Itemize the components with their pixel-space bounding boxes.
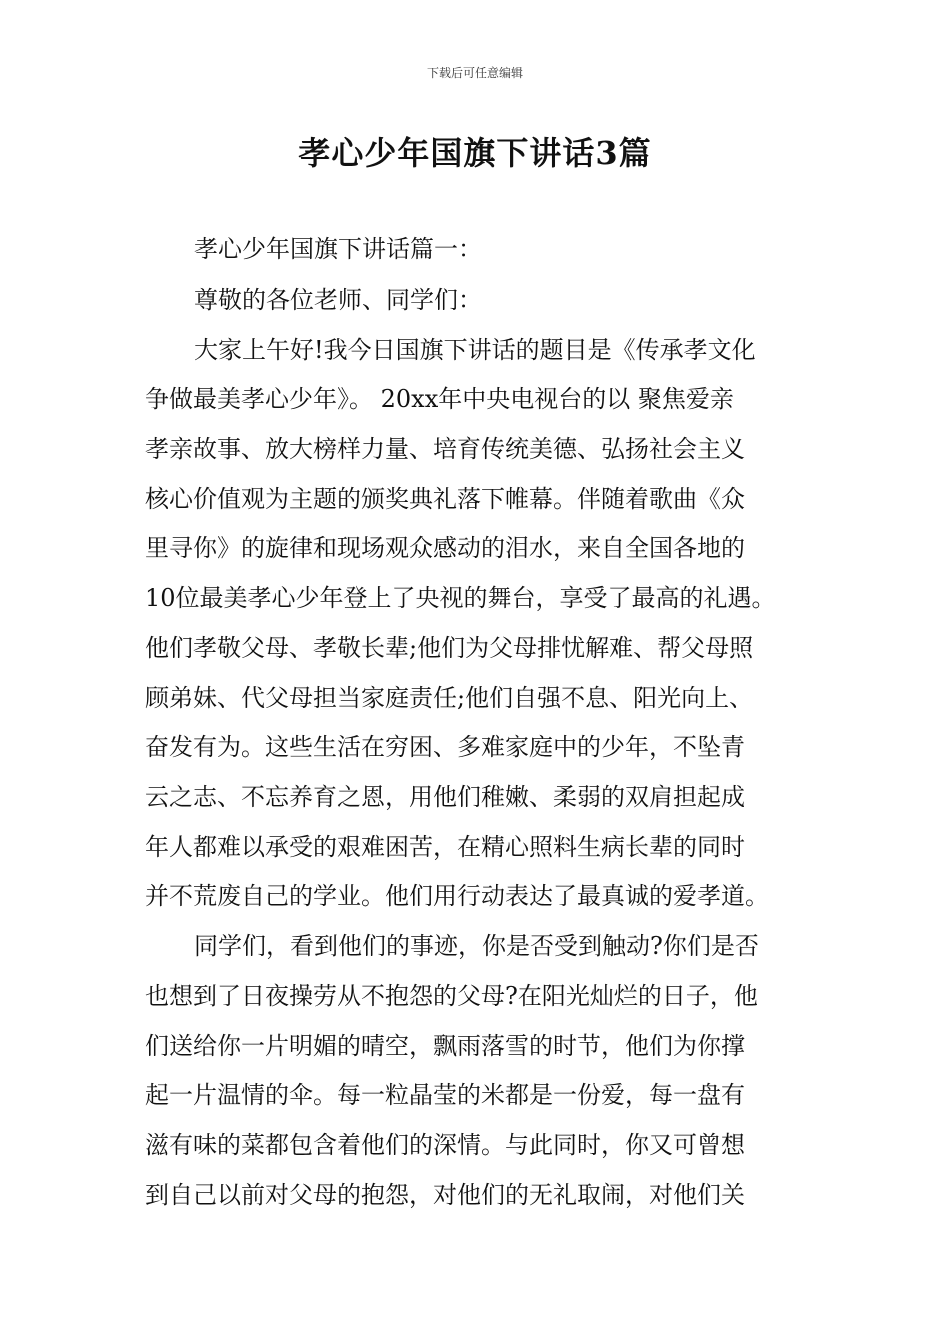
salutation: 尊敬的各位老师、同学们： <box>194 286 482 314</box>
paragraph-line: 年人都难以承受的艰难困苦，在精心照料生病长辈的同时 <box>145 833 745 861</box>
paragraph-line: 奋发有为。这些生活在穷困、多难家庭中的少年，不坠青 <box>145 733 745 761</box>
paragraph-line: 们送给你一片明媚的晴空，飘雨落雪的时节，他们为你撑 <box>145 1032 745 1060</box>
paragraph-line: 他们孝敬父母、孝敬长辈;他们为父母排忧解难、帮父母照 <box>145 634 754 662</box>
paragraph-line: 10位最美孝心少年登上了央视的舞台，享受了最高的礼遇。 <box>145 584 776 612</box>
paragraph-line: 顾弟妹、代父母担当家庭责任;他们自强不息、阳光向上、 <box>145 684 754 712</box>
paragraph-line: 到自己以前对父母的抱怨，对他们的无礼取闹，对他们关 <box>145 1181 745 1209</box>
paragraph-line: 起一片温情的伞。每一粒晶莹的米都是一份爱，每一盘有 <box>145 1081 745 1109</box>
paragraph-line: 核心价值观为主题的颁奖典礼落下帷幕。伴随着歌曲《众 <box>145 485 745 513</box>
paragraph-line: 滋有味的菜都包含着他们的深情。与此同时，你又可曾想 <box>145 1131 745 1159</box>
paragraph-line: 云之志、不忘养育之恩，用他们稚嫩、柔弱的双肩担起成 <box>145 783 745 811</box>
paragraph-line: 争做最美孝心少年》。 20xx年中央电视台的以 聚焦爱亲 <box>145 385 734 413</box>
paragraph-line: 大家上午好!我今日国旗下讲话的题目是《传承孝文化 <box>194 336 756 364</box>
paragraph-line: 并不荒废自己的学业。他们用行动表达了最真诚的爱孝道。 <box>145 882 769 910</box>
paragraph-line: 孝亲故事、放大榜样力量、培育传统美德、弘扬社会主义 <box>145 435 745 463</box>
paragraph-line: 里寻你》的旋律和现场观众感动的泪水，来自全国各地的 <box>145 534 745 562</box>
paragraph-line: 也想到了日夜操劳从不抱怨的父母?在阳光灿烂的日子，他 <box>145 982 758 1010</box>
document-title: 孝心少年国旗下讲话3篇 <box>298 134 652 172</box>
header-note: 下载后可任意编辑 <box>426 66 523 80</box>
section-heading: 孝心少年国旗下讲话篇一： <box>194 235 482 263</box>
paragraph-line: 同学们，看到他们的事迹，你是否受到触动?你们是否 <box>194 932 759 960</box>
